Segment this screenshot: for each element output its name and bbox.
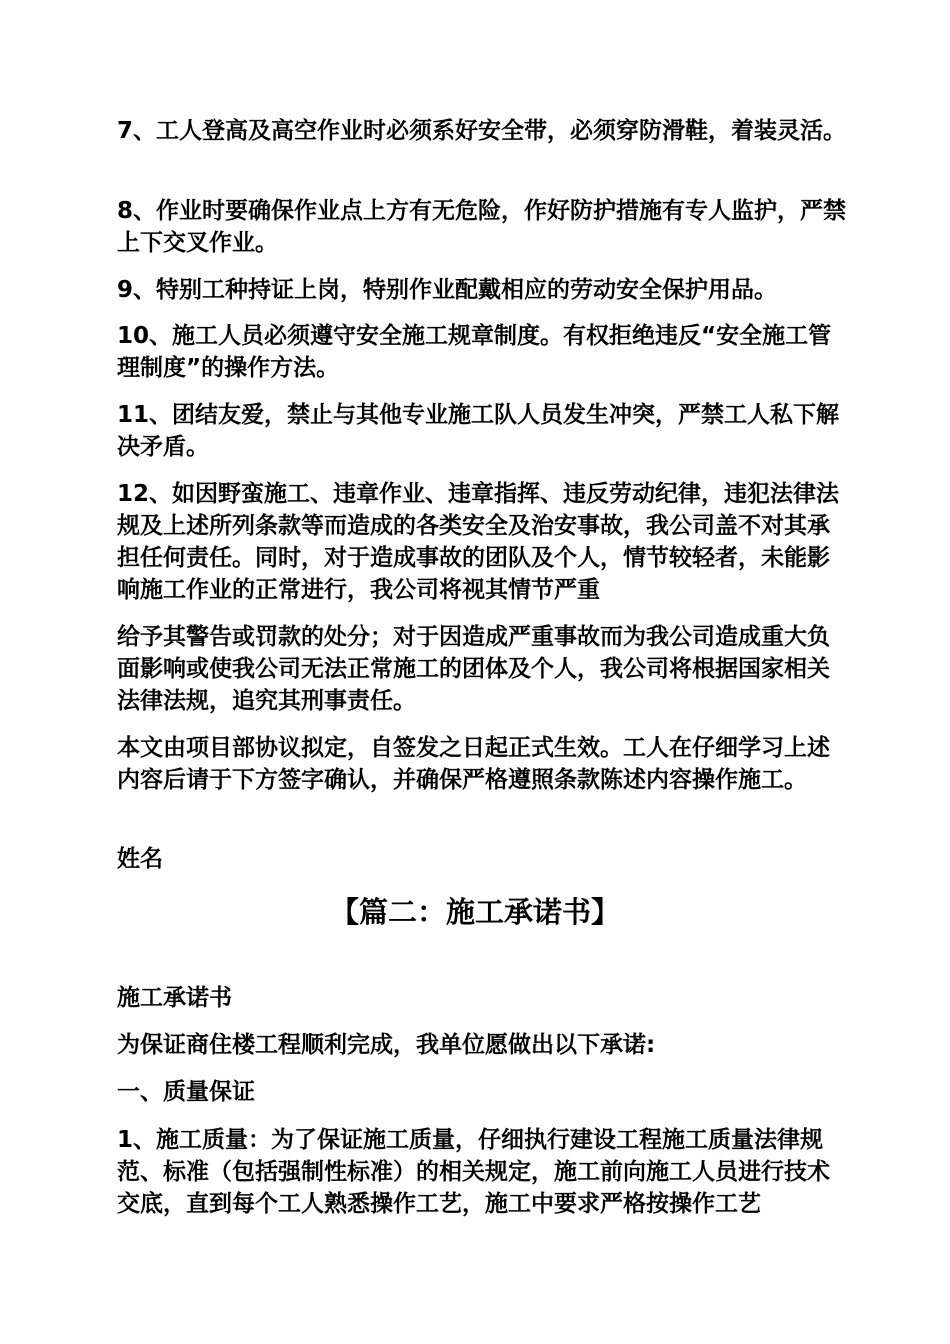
signature-name-label: 姓名 [117,846,163,872]
paragraph-item-8: 8、作业时要确保作业点上方有无危险，作好防护措施有专人监护，严禁上下交叉作业。 [117,198,847,256]
paragraph-item-11: 11、团结友爱，禁止与其他专业施工队人员发生冲突，严禁工人私下解决矛盾。 [117,402,840,460]
paragraph-item-9: 9、特别工种持证上岗，特别作业配戴相应的劳动安全保护用品。 [117,277,778,303]
paragraph-item-10: 10、施工人员必须遵守安全施工规章制度。有权拒绝违反“安全施工管理制度”的操作方法。 [117,323,832,381]
section-title: 【篇二：施工承诺书】 [329,895,620,929]
section2-intro: 为保证商住楼工程顺利完成，我单位愿做出以下承诺: [117,1032,656,1058]
paragraph-item-12-continued: 给予其警告或罚款的处分；对于因造成严重事故而为我公司造成重大负面影响或使我公司无法正常施工的团体及个人，我公司将根据国家相关法律法规，追究其刑事责任。 [117,624,830,714]
construction-quality-paragraph: 1、施工质量：为了保证施工质量，仔细执行建设工程施工质量法律规范、标准（包括强制性标准）的相关规定，施工前向施工人员进行技术交底，直到每个工人熟悉操作工艺，施工中要求严格按操作工艺 [117,1127,830,1217]
paragraph-item-12: 12、如因野蛮施工、违章作业、违章指挥、违反劳动纪律，违犯法律法规及上述所列条款等而造成的各类安全及治安事故，我公司盖不对其承担任何责任。同时，对于造成事故的团队及个人，情节较轻者，未能影响施工作业的正常进行，我公司将视其情节严重 [117,481,840,603]
section2-heading: 施工承诺书 [117,985,232,1011]
paragraph-effective-statement: 本文由项目部协议拟定，自签发之日起正式生效。工人在仔细学习上述内容后请于下方签字确认，并确保严格遵照条款陈述内容操作施工。 [117,735,830,793]
paragraph-item-7: 7、工人登高及高空作业时必须系好安全带，必须穿防滑鞋，着装灵活。 [117,118,847,144]
quality-guarantee-heading: 一、质量保证 [117,1079,255,1105]
